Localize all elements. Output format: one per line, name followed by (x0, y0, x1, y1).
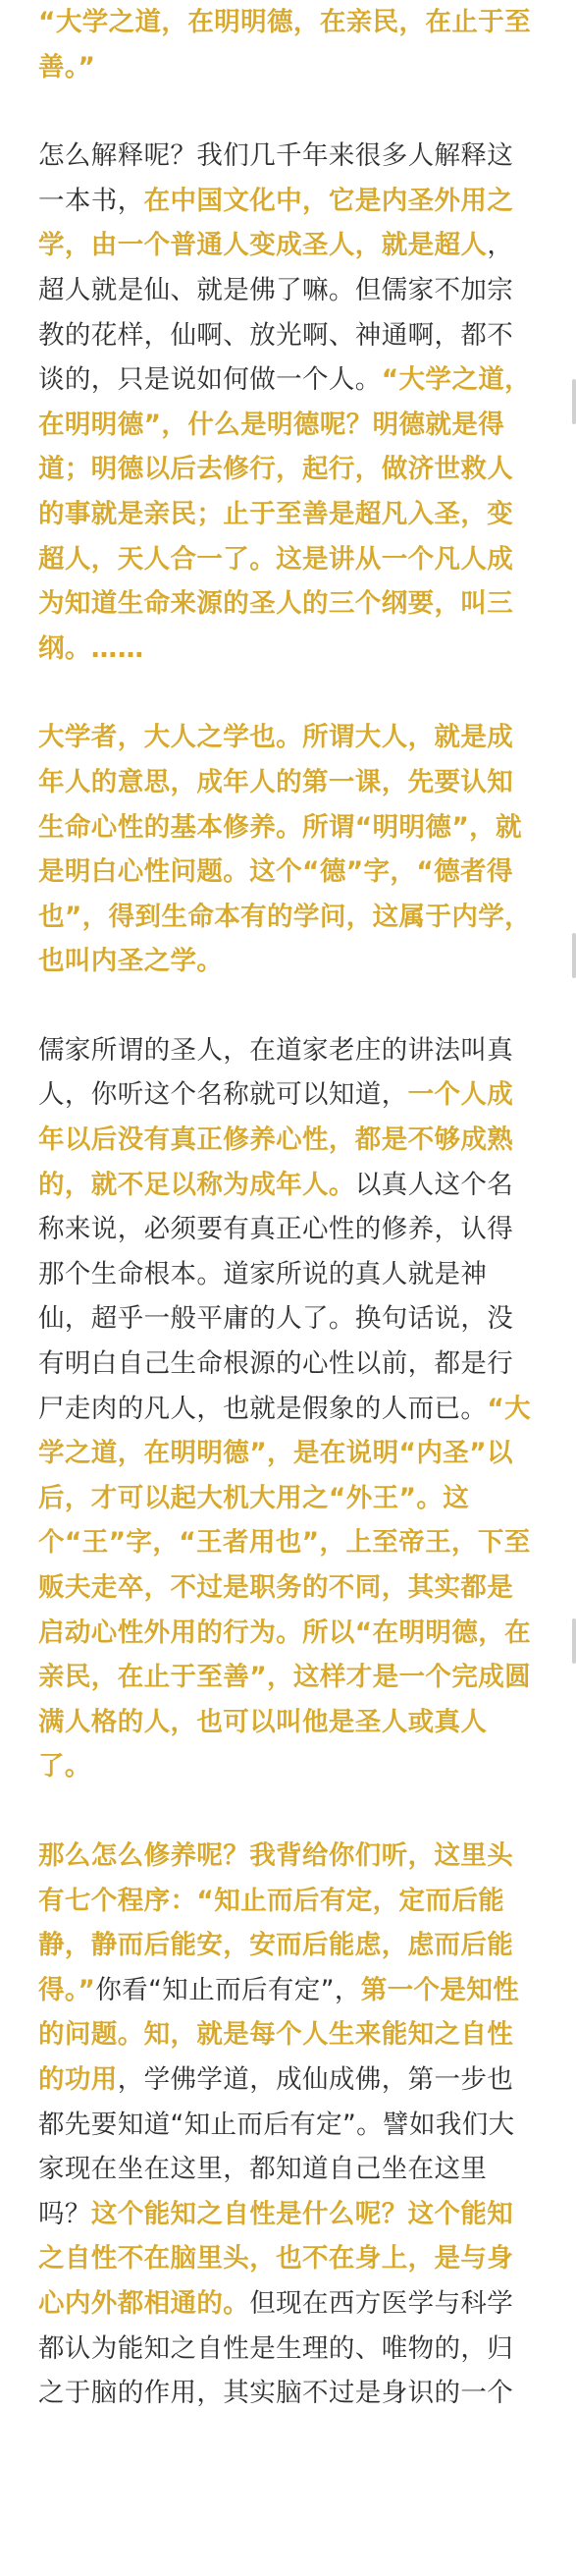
plain-text: 怎么解释呢？我们几千年来很多人解释这一本书， (38, 140, 514, 216)
plain-text: 以真人这个名称来说，必须要有真正心性的修养，认得那个生命根本。道家所说的真人就是神仙，超乎一般平庸的人了。换句话说，没有明白自己生命根源的心性以前，都是行尸走肉的凡人，也就是假象的人而已。 (38, 1169, 514, 1424)
plain-text: 你看“知止而后有定”， (95, 1974, 361, 2005)
plain-text: ，超人就是仙、就是佛了嘛。但儒家不加宗教的花样，仙啊、放光啊、神通啊，都不谈的，只是说如何做一个人。 (38, 230, 514, 396)
highlight-text: 第一个是知性的问题。知，就是每个人生来能知之自性的功用 (38, 1974, 520, 2095)
highlight-text: “大学之道，在明明德”，是在说明“内圣”以后，才可以起大机大用之“外王”。这个“王”字，“王者用也”，上至帝王，下至贩夫走卒，不过是职务的不同，其实都是启动心性外用的行为。所以“在明明德，在亲民，在止于至善”，这样才是一个完成圆满人格的人，也可以叫他是圣人或真人了。 (38, 1393, 532, 1782)
highlight-text: 那么怎么修养呢？我背给你们听，这里头有七个程序：“知止而后有定，定而后能静，静而后能安，安而后能虑，虑而后能得。” (38, 1839, 514, 2005)
paragraph-1 (38, 0, 539, 89)
plain-text: 但现在西方医学与科学都认为能知之自性是生理的、唯物的，归之于脑的作用，其实脑不过是身识的一个 (38, 2287, 514, 2409)
highlight-text: “大学之道，在明明德，在亲民，在止于至善。” (38, 7, 532, 82)
plain-text: ，学佛学道，成仙成佛，第一步也都先要知道“知止而后有定”。譬如我们大家现在坐在这里，都知道自己坐在这里吗？ (38, 2063, 515, 2229)
scroll-indicator (572, 933, 576, 978)
highlight-text: 这个能知之自性是什么呢？这个能知之自性不在脑里头，也不在身上，是与身心内外都相通的。 (38, 2198, 514, 2319)
paragraph-2 (38, 134, 539, 671)
scroll-indicator (572, 379, 576, 424)
article-body (38, 0, 539, 2460)
highlight-text: 一个人成年以后没有真正修养心性，都是不够成熟的，就不足以称为成年人。 (38, 1079, 514, 1200)
paragraph-3 (38, 715, 539, 984)
highlight-text: 在中国文化中，它是内圣外用之学，由一个普通人变成圣人，就是超人 (38, 185, 514, 261)
highlight-text: “大学之道，在明明德”，什么是明德呢？明德就是得道；明德以后去修行，起行，做济世救人的事就是亲民；止于至善是超凡入圣，变超人，天人合一了。这是讲从一个凡人成为知道生命来源的圣人的三个纲要，叫三纲。…… (38, 364, 532, 664)
scroll-indicator (572, 1618, 576, 1664)
paragraph-5 (38, 1834, 539, 2416)
plain-text: 儒家所谓的圣人，在道家老庄的讲法叫真人，你听这个名称就可以知道， (38, 1034, 514, 1111)
highlight-text: 大学者，大人之学也。所谓大人，就是成年人的意思，成年人的第一课，先要认知生命心性的基本修养。所谓“明明德”，就是明白心性问题。这个“德”字，“德者得也”，得到生命本有的学问，这属于内学，也叫内圣之学。 (38, 722, 532, 977)
paragraph-4 (38, 1028, 539, 1789)
